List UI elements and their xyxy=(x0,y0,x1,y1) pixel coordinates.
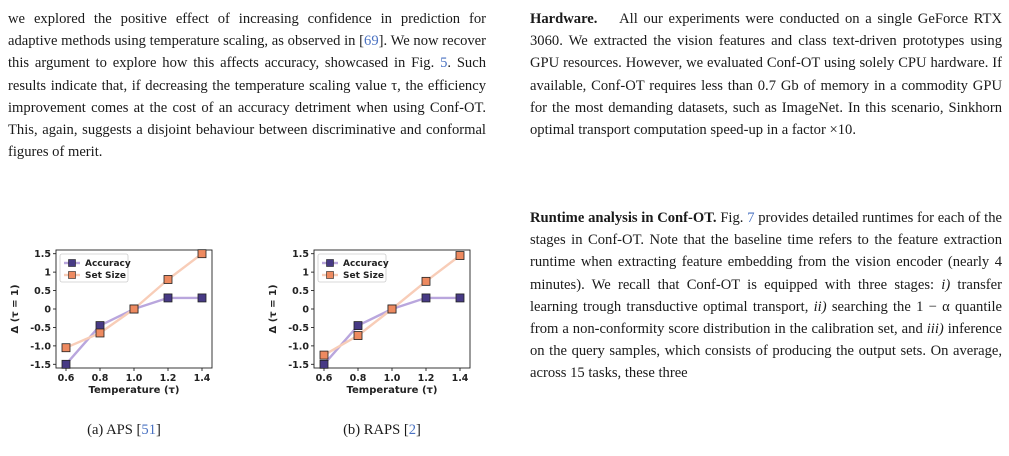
caption-raps: (b) RAPS [2] xyxy=(343,422,421,438)
data-point-set-size xyxy=(62,344,70,352)
paragraph-text: ]. We now recover this argument to explore how this affects accuracy, showcased in Fig. xyxy=(8,33,487,72)
data-point-set-size xyxy=(456,252,464,260)
runtime-heading: Runtime analysis in Conf-OT. xyxy=(530,210,717,226)
x-tick-label: 1.0 xyxy=(125,373,143,384)
paragraph-text: All our experiments were conducted on a single GeForce RTX 3060. We extracted the vision features and class text-driven prototypes using GPU resources. However, we evaluated Conf-OT using solely CPU hardware. If available, Conf-OT requires less than 0.7 Gb of memory in a commodity GPU for the most demanding datasets, such as ImageNet. In this scenario, Sinkhorn optimal transport computation speed-up in a factor ×10. xyxy=(530,11,1002,139)
data-point-set-size xyxy=(198,250,206,258)
chart-panel-aps xyxy=(4,240,216,402)
data-point-set-size xyxy=(388,305,396,313)
y-tick-label: -1.0 xyxy=(288,341,309,353)
legend-label-set-size: Set Size xyxy=(343,271,384,282)
figure-ref-link[interactable]: 7 xyxy=(747,210,755,226)
y-tick-label: -1.0 xyxy=(30,341,51,353)
legend-marker-set-size xyxy=(69,272,76,279)
x-tick-label: 1.0 xyxy=(383,373,401,384)
legend-marker-accuracy xyxy=(327,260,334,267)
hardware-heading: Hardware. xyxy=(530,11,598,27)
caption-aps: (a) APS [51] xyxy=(87,422,161,438)
data-point-set-size xyxy=(130,305,138,313)
data-point-accuracy xyxy=(422,294,430,302)
legend-label-accuracy: Accuracy xyxy=(85,259,131,270)
data-point-set-size xyxy=(422,277,430,285)
y-tick-label: 0 xyxy=(44,304,51,316)
data-point-set-size xyxy=(320,351,328,359)
legend-marker-set-size xyxy=(327,272,334,279)
y-tick-label: 1 xyxy=(302,267,309,279)
y-tick-label: -0.5 xyxy=(288,322,309,334)
data-point-accuracy xyxy=(354,322,362,330)
y-tick-label: 0 xyxy=(302,304,309,316)
legend-marker-accuracy xyxy=(69,260,76,267)
data-point-accuracy xyxy=(456,294,464,302)
citation-link[interactable]: 51 xyxy=(141,422,157,438)
x-tick-label: 0.6 xyxy=(315,373,333,384)
y-axis-label: Δ (τ = 1) xyxy=(268,284,279,334)
data-point-set-size xyxy=(354,332,362,340)
x-tick-label: 1.2 xyxy=(417,373,435,384)
x-axis-label: Temperature (τ) xyxy=(88,385,180,396)
paragraph-text: . Such results indicate that, if decreasing the temperature scaling value τ, the efficiency improvement comes at the cost of an accuracy detriment when using Conf-OT. This, again, suggests a disjoint behaviour between discriminative and conformal figures of merit. xyxy=(8,55,487,161)
x-tick-label: 1.4 xyxy=(451,373,469,384)
data-point-accuracy xyxy=(62,360,70,368)
y-tick-label: 0.5 xyxy=(292,286,309,298)
x-tick-label: 1.4 xyxy=(193,373,211,384)
data-point-set-size xyxy=(96,329,104,337)
y-axis-label: Δ (τ = 1) xyxy=(10,284,21,334)
data-point-accuracy xyxy=(320,360,328,368)
paragraph-text: we explored the positive effect of increasing confidence in prediction for adaptive methods using temperature scaling, as observed in [ xyxy=(8,11,486,50)
x-axis-label: Temperature (τ) xyxy=(346,385,438,396)
data-point-set-size xyxy=(164,276,172,284)
left-paragraph xyxy=(8,8,486,163)
figure-ref-link[interactable]: 5 xyxy=(440,55,448,72)
citation-link[interactable]: 69 xyxy=(364,33,379,50)
y-tick-label: 0.5 xyxy=(34,286,51,298)
y-tick-label: -1.5 xyxy=(288,359,309,371)
y-tick-label: 1.5 xyxy=(292,249,309,261)
legend-label-set-size: Set Size xyxy=(85,271,126,282)
x-tick-label: 0.6 xyxy=(57,373,75,384)
hardware-paragraph xyxy=(530,8,1002,141)
chart-aps xyxy=(4,240,216,402)
chart-panel-raps xyxy=(262,240,474,402)
runtime-paragraph: Runtime analysis in Conf-OT. Fig. 7 provides detailed runtimes for each of the stages in Conf-OT. Note that the baseline time refers to the feature extraction runtime when extracting feature embedding from the vision encoder (nearly 4 minutes). We recall that Conf-OT is equipped with three stages: i) transfer learning trough transductive optimal transport, ii) searching the 1 − α quantile from a non-conformity score distribution in the calibration set, and iii) inference on the query samples, which consists of producing the output sets. On average, across 15 tasks, these three xyxy=(530,210,1003,382)
x-tick-label: 1.2 xyxy=(159,373,177,384)
y-tick-label: 1.5 xyxy=(34,249,51,261)
legend-label-accuracy: Accuracy xyxy=(343,259,389,270)
y-tick-label: 1 xyxy=(44,267,51,279)
citation-link[interactable]: 2 xyxy=(408,422,417,438)
x-tick-label: 0.8 xyxy=(91,373,109,384)
data-point-accuracy xyxy=(96,322,104,330)
y-tick-label: -0.5 xyxy=(30,322,51,334)
x-tick-label: 0.8 xyxy=(349,373,367,384)
data-point-accuracy xyxy=(164,294,172,302)
y-tick-label: -1.5 xyxy=(30,359,51,371)
data-point-accuracy xyxy=(198,294,206,302)
chart-raps xyxy=(262,240,474,402)
